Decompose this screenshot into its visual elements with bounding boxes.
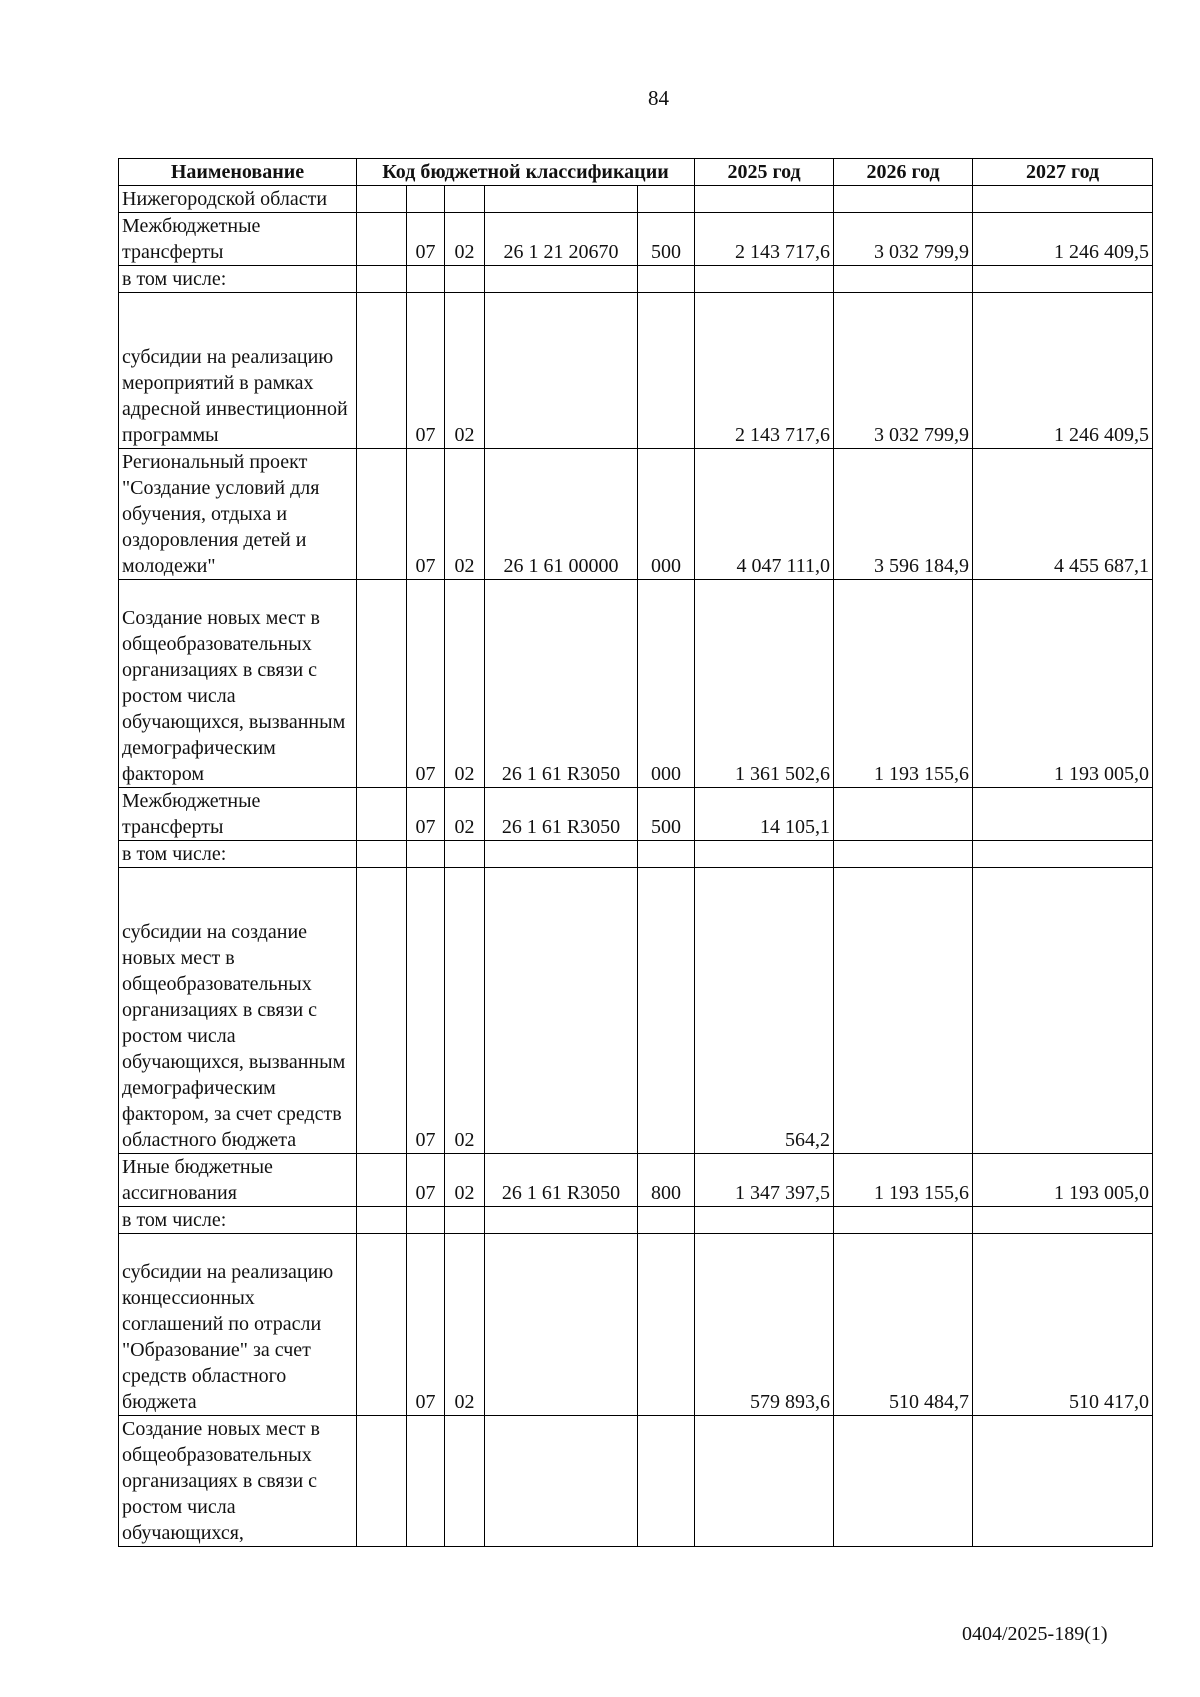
table-row <box>119 788 1153 841</box>
cell-target-article <box>485 1416 638 1547</box>
cell-section: 07 <box>407 449 445 580</box>
cell-expense-type: 500 <box>638 788 695 841</box>
header-code: Код бюджетной классификации <box>357 159 695 186</box>
cell-subsection <box>445 1416 485 1547</box>
cell-expense-type <box>638 1234 695 1416</box>
cell-section <box>407 266 445 293</box>
cell-2026: 510 484,7 <box>834 1234 973 1416</box>
cell-code-1 <box>357 788 407 841</box>
cell-2025: 579 893,6 <box>695 1234 834 1416</box>
cell-name: в том числе: <box>119 266 357 293</box>
cell-2025 <box>695 841 834 868</box>
table-header-row <box>119 159 1153 186</box>
cell-expense-type: 000 <box>638 580 695 788</box>
cell-subsection <box>445 266 485 293</box>
cell-2025: 1 347 397,5 <box>695 1154 834 1207</box>
cell-name: Межбюджетные трансферты <box>119 213 357 266</box>
table-row <box>119 449 1153 580</box>
cell-code-1 <box>357 1416 407 1547</box>
header-name: Наименование <box>119 159 357 186</box>
cell-name: в том числе: <box>119 841 357 868</box>
cell-2025: 14 105,1 <box>695 788 834 841</box>
cell-name: Создание новых мест в общеобразовательных организациях в связи с ростом числа обучающихся, <box>119 1416 357 1547</box>
cell-subsection: 02 <box>445 1154 485 1207</box>
cell-code-1 <box>357 186 407 213</box>
cell-code-1 <box>357 1154 407 1207</box>
cell-subsection <box>445 1207 485 1234</box>
cell-2025: 2 143 717,6 <box>695 213 834 266</box>
cell-2025 <box>695 186 834 213</box>
cell-2025: 564,2 <box>695 868 834 1154</box>
cell-subsection: 02 <box>445 1234 485 1416</box>
cell-subsection: 02 <box>445 788 485 841</box>
cell-code-1 <box>357 868 407 1154</box>
cell-expense-type: 500 <box>638 213 695 266</box>
cell-section <box>407 1207 445 1234</box>
cell-2026 <box>834 1416 973 1547</box>
cell-code-1 <box>357 293 407 449</box>
cell-target-article: 26 1 21 20670 <box>485 213 638 266</box>
budget-table <box>118 158 1153 1547</box>
cell-2027: 1 246 409,5 <box>973 213 1153 266</box>
cell-2027: 1 193 005,0 <box>973 580 1153 788</box>
cell-subsection <box>445 186 485 213</box>
table-row <box>119 1416 1153 1547</box>
table-row <box>119 293 1153 449</box>
cell-subsection <box>445 841 485 868</box>
cell-section: 07 <box>407 213 445 266</box>
cell-target-article <box>485 868 638 1154</box>
cell-2026: 3 596 184,9 <box>834 449 973 580</box>
cell-name: субсидии на реализацию концессионных соглашений по отрасли "Образование" за счет средств областного бюджета <box>119 1234 357 1416</box>
cell-name: Региональный проект "Создание условий для обучения, отдыха и оздоровления детей и молодежи" <box>119 449 357 580</box>
cell-target-article <box>485 1234 638 1416</box>
cell-section: 07 <box>407 788 445 841</box>
cell-2027: 1 193 005,0 <box>973 1154 1153 1207</box>
cell-2027 <box>973 1416 1153 1547</box>
cell-expense-type <box>638 293 695 449</box>
table-row <box>119 580 1153 788</box>
cell-expense-type <box>638 1416 695 1547</box>
cell-expense-type <box>638 266 695 293</box>
cell-expense-type <box>638 1207 695 1234</box>
cell-code-1 <box>357 580 407 788</box>
cell-name: в том числе: <box>119 1207 357 1234</box>
cell-target-article: 26 1 61 R3050 <box>485 1154 638 1207</box>
cell-2026 <box>834 868 973 1154</box>
cell-2027 <box>973 868 1153 1154</box>
cell-2025 <box>695 266 834 293</box>
table-row <box>119 1207 1153 1234</box>
cell-2026 <box>834 841 973 868</box>
cell-target-article: 26 1 61 R3050 <box>485 788 638 841</box>
cell-expense-type: 000 <box>638 449 695 580</box>
table-row <box>119 213 1153 266</box>
header-2026: 2026 год <box>834 159 973 186</box>
cell-2026 <box>834 788 973 841</box>
cell-2025 <box>695 1207 834 1234</box>
cell-target-article <box>485 841 638 868</box>
cell-subsection: 02 <box>445 213 485 266</box>
cell-2027: 4 455 687,1 <box>973 449 1153 580</box>
cell-2027 <box>973 186 1153 213</box>
cell-code-1 <box>357 449 407 580</box>
cell-target-article <box>485 293 638 449</box>
footer-document-code: 0404/2025-189(1) <box>962 1623 1108 1645</box>
cell-section: 07 <box>407 580 445 788</box>
cell-2026: 3 032 799,9 <box>834 213 973 266</box>
cell-section: 07 <box>407 1154 445 1207</box>
table-row <box>119 841 1153 868</box>
cell-expense-type <box>638 868 695 1154</box>
cell-subsection: 02 <box>445 293 485 449</box>
cell-2026 <box>834 186 973 213</box>
header-2025: 2025 год <box>695 159 834 186</box>
table-row <box>119 1154 1153 1207</box>
header-2027: 2027 год <box>973 159 1153 186</box>
table-row <box>119 266 1153 293</box>
cell-expense-type: 800 <box>638 1154 695 1207</box>
table-row <box>119 186 1153 213</box>
cell-target-article <box>485 1207 638 1234</box>
cell-target-article <box>485 186 638 213</box>
cell-section: 07 <box>407 293 445 449</box>
cell-2027: 510 417,0 <box>973 1234 1153 1416</box>
table-row <box>119 1234 1153 1416</box>
cell-code-1 <box>357 1234 407 1416</box>
cell-code-1 <box>357 1207 407 1234</box>
cell-2027 <box>973 266 1153 293</box>
cell-target-article <box>485 266 638 293</box>
cell-name: субсидии на создание новых мест в общеобразовательных организациях в связи с ростом числа обучающихся, вызванным демографическим фактором, за счет средств областного бюджета <box>119 868 357 1154</box>
cell-name: Иные бюджетные ассигнования <box>119 1154 357 1207</box>
cell-section <box>407 841 445 868</box>
page-number: 84 <box>648 86 669 110</box>
cell-2026: 1 193 155,6 <box>834 1154 973 1207</box>
cell-subsection: 02 <box>445 449 485 580</box>
cell-2026 <box>834 1207 973 1234</box>
table-row <box>119 868 1153 1154</box>
cell-code-1 <box>357 266 407 293</box>
cell-section <box>407 1416 445 1547</box>
cell-section <box>407 186 445 213</box>
cell-2027 <box>973 841 1153 868</box>
cell-name: Создание новых мест в общеобразовательных организациях в связи с ростом числа обучающихся, вызванным демографическим фактором <box>119 580 357 788</box>
cell-expense-type <box>638 841 695 868</box>
cell-2025: 1 361 502,6 <box>695 580 834 788</box>
cell-name: Межбюджетные трансферты <box>119 788 357 841</box>
cell-2025 <box>695 1416 834 1547</box>
cell-2027 <box>973 788 1153 841</box>
cell-name: субсидии на реализацию мероприятий в рамках адресной инвестиционной программы <box>119 293 357 449</box>
cell-2025: 2 143 717,6 <box>695 293 834 449</box>
cell-2026: 1 193 155,6 <box>834 580 973 788</box>
cell-target-article: 26 1 61 R3050 <box>485 580 638 788</box>
cell-2027: 1 246 409,5 <box>973 293 1153 449</box>
cell-2027 <box>973 1207 1153 1234</box>
cell-code-1 <box>357 213 407 266</box>
cell-section: 07 <box>407 868 445 1154</box>
cell-target-article: 26 1 61 00000 <box>485 449 638 580</box>
cell-2026: 3 032 799,9 <box>834 293 973 449</box>
cell-expense-type <box>638 186 695 213</box>
cell-subsection: 02 <box>445 868 485 1154</box>
cell-2025: 4 047 111,0 <box>695 449 834 580</box>
cell-subsection: 02 <box>445 580 485 788</box>
cell-name: Нижегородской области <box>119 186 357 213</box>
cell-section: 07 <box>407 1234 445 1416</box>
cell-2026 <box>834 266 973 293</box>
cell-code-1 <box>357 841 407 868</box>
